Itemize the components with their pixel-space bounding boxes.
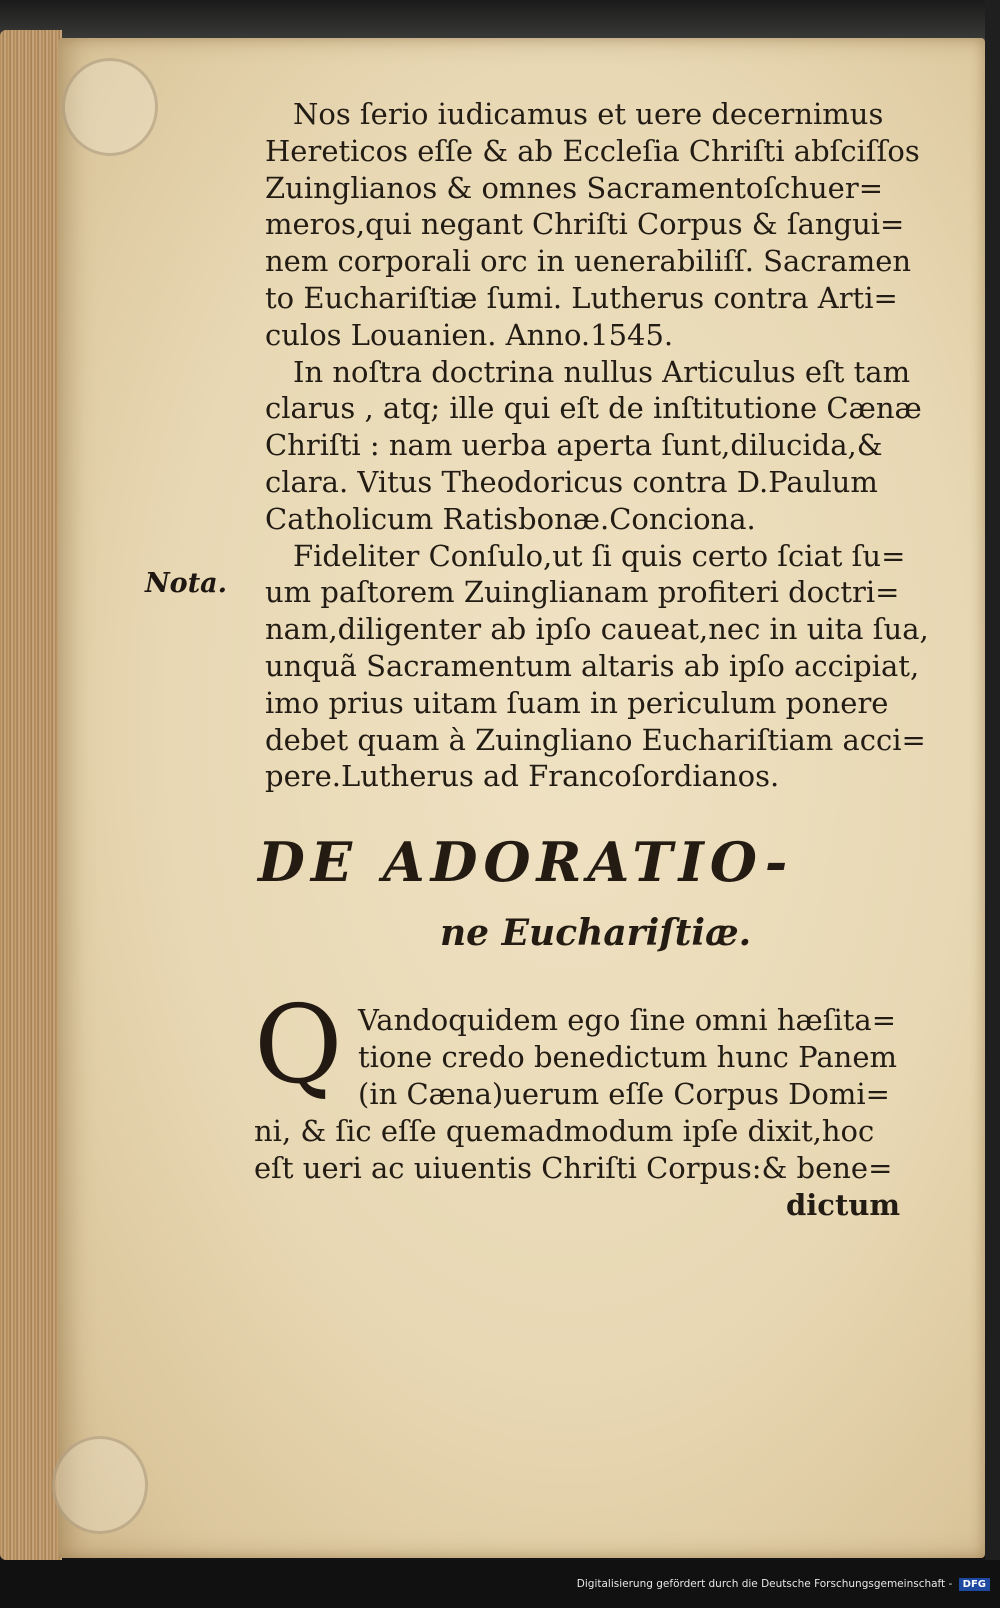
lower-text-block <box>254 1002 914 1224</box>
text-line: meros,qui negant Chriſti Corpus & ſangui= <box>265 207 905 242</box>
text-line: unquã Sacramentum altaris ab ipſo accipiat, <box>265 648 920 683</box>
page-clip-top <box>62 58 158 156</box>
text-line: eſt ueri ac uiuentis Chriſti Corpus:& bene= <box>254 1151 893 1185</box>
text-line: (in Cæna)uerum eſſe Corpus Domi= <box>358 1077 890 1111</box>
text-line: Nos ſerio iudicamus et uere decernimus <box>293 97 884 131</box>
section-subheading: ne Euchariſtiæ. <box>440 912 752 954</box>
scanner-bed-top <box>0 0 1000 40</box>
text-line: ni, & ſic eſſe quemadmodum ipſe dixit,hoc <box>254 1114 875 1148</box>
text-line: clara. Vitus Theodoricus contra D.Paulum <box>265 464 878 499</box>
text-line: Vandoquidem ego ſine omni hæſita= <box>358 1003 897 1037</box>
scanner-bed-right <box>985 0 1000 1560</box>
text-line: Zuinglianos & omnes Sacramentoſchuer= <box>265 170 884 205</box>
credit-text: Digitalisierung gefördert durch die Deutsche Forschungsgemeinschaft - <box>576 1578 953 1590</box>
funding-credit <box>0 1578 1000 1602</box>
section-heading: DE ADORATIO- <box>258 830 794 894</box>
text-line: to Euchariſtiæ ſumi. Lutherus contra Arti= <box>265 280 898 315</box>
catchword: dictum <box>786 1188 901 1222</box>
book-page-edges <box>0 30 62 1560</box>
text-line: tione credo benedictum hunc Panem <box>358 1040 897 1074</box>
text-line: Chriſti : nam uerba aperta ſunt,dilucida,& <box>265 428 883 463</box>
text-line: debet quam à Zuingliano Euchariſtiam acci= <box>265 722 926 757</box>
text-line: clarus , atq; ille qui eſt de inſtitutione Cænæ <box>265 391 922 426</box>
text-line: um paſtorem Zuinglianam profiteri doctri= <box>265 575 900 610</box>
text-line: pere.Lutherus ad Francoſordianos. <box>265 759 780 794</box>
text-line: culos Louanien. Anno.1545. <box>265 317 674 352</box>
text-line: nam,diligenter ab ipſo caueat,nec in uita ſua, <box>265 612 929 647</box>
text-line: Hereticos eſſe & ab Eccleſia Chriſti abſciſſos <box>265 133 920 168</box>
text-line: imo prius uitam ſuam in periculum ponere <box>265 685 889 720</box>
margin-note: Nota. <box>145 568 228 599</box>
text-line: nem corporali orc in uenerabiliſſ. Sacramen <box>265 244 912 279</box>
drop-cap: Q <box>254 983 343 1108</box>
dfg-logo: DFG <box>959 1578 990 1591</box>
upper-text-block <box>265 96 929 795</box>
page-clip-bottom <box>52 1436 148 1534</box>
text-line: Catholicum Ratisbonæ.Conciona. <box>265 501 756 536</box>
text-line: In noſtra doctrina nullus Articulus eſt tam <box>293 354 911 389</box>
text-line: Fideliter Conſulo,ut ſi quis certo ſciat ſu= <box>293 538 906 573</box>
